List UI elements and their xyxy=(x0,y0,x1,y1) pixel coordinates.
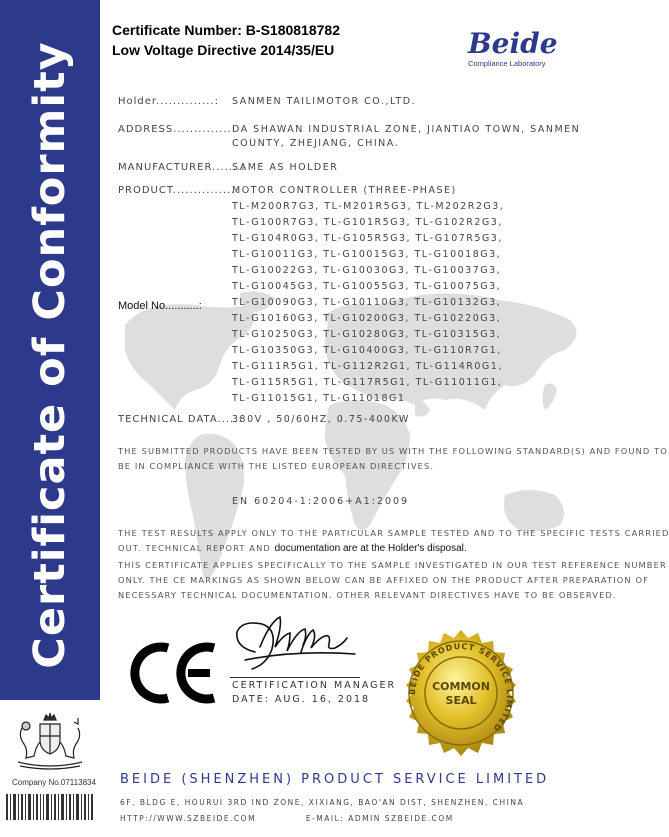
issuer-address: 6F, BLDG E, HOURUI 3RD IND ZONE, XIXIANG, BAO'AN DIST, SHENZHEN, CHINA xyxy=(120,798,525,807)
manufacturer-label: MANUFACTURER.......: xyxy=(118,162,246,173)
common-seal-icon xyxy=(394,628,528,762)
note-line: THIS CERTIFICATE APPLIES SPECIFICALLY TO THE SAMPLE INVESTIGATED IN OUR TEST REFERENCE NUMBER xyxy=(118,560,667,570)
seal-ring-text: BEIDE PRODUCT SERVICE LIMITED xyxy=(407,641,515,734)
certificate-date: DATE: AUG. 16, 2018 xyxy=(232,694,371,705)
ce-mark-icon xyxy=(130,642,218,704)
note-line-part: OUT. TECHNICAL REPORT AND xyxy=(118,543,275,553)
product-value: MOTOR CONTROLLER (THREE-PHASE) xyxy=(232,185,457,196)
certificate-number: Certificate Number: B-S180818782 xyxy=(112,22,340,38)
sidebar-band xyxy=(0,0,100,700)
note-line: ONLY. THE CE MARKINGS AS SHOWN BELOW CAN BE AFFIXED ON THE PRODUCT AFTER PREPARATION OF xyxy=(118,575,649,585)
model-line: TL-G10022G3, TL-G10030G3, TL-G10037G3, xyxy=(232,265,502,276)
logo-subtitle: Compliance Laboratory xyxy=(468,59,546,68)
product-label: PRODUCT...............: xyxy=(118,185,240,196)
model-line: TL-G100R7G3, TL-G101R5G3, TL-G102R2G3, xyxy=(232,217,503,228)
model-line: TL-G10250G3, TL-G10280G3, TL-G10315G3, xyxy=(232,329,502,340)
seal-center-line: COMMON xyxy=(432,680,490,693)
model-line: TL-G10090G3, TL-G10110G3, TL-G10132G3, xyxy=(232,297,502,308)
barcode-icon xyxy=(4,792,96,822)
note-line: THE TEST RESULTS APPLY ONLY TO THE PARTICULAR SAMPLE TESTED AND TO THE SPECIFIC TESTS CARRIED xyxy=(118,528,669,538)
seal-center-line: SEAL xyxy=(445,694,477,707)
standard-reference: EN 60204-1:2006+A1:2009 xyxy=(232,496,410,507)
website-link[interactable]: HTTP://WWW.SZBEIDE.COM xyxy=(120,814,257,823)
beide-logo xyxy=(468,27,586,68)
note-line-part: documentation are at the Holder's disposal. xyxy=(274,543,467,554)
signature-image xyxy=(225,612,365,682)
technical-label: TECHNICAL DATA.....: xyxy=(118,414,243,425)
issuer-contact xyxy=(120,814,454,823)
model-line: TL-G10160G3, TL-G10200G3, TL-G10220G3, xyxy=(232,313,502,324)
model-line: TL-G10045G3, TL-G10055G3, TL-G10075G3, xyxy=(232,281,502,292)
model-line: TL-M200R7G3, TL-M201R5G3, TL-M202R2G3, xyxy=(232,201,505,212)
model-line: TL-G11015G1, TL-G11018G1 xyxy=(232,393,406,404)
address-line: DA SHAWAN INDUSTRIAL ZONE, JIANTIAO TOWN, SANMEN xyxy=(232,124,581,135)
issuer-name: BEIDE (SHENZHEN) PRODUCT SERVICE LIMITED xyxy=(120,772,550,787)
directive-title: Low Voltage Directive 2014/35/EU xyxy=(112,42,335,58)
model-line: TL-G115R5G1, TL-G117R5G1, TL-G11011G1, xyxy=(232,377,503,388)
model-line: TL-G111R5G1, TL-G112R2G1, TL-G114R0G1, xyxy=(232,361,503,372)
model-line: TL-G10011G3, TL-G10015G3, TL-G10018G3, xyxy=(232,249,502,260)
certificate-title: Certificate of Conformity xyxy=(25,41,75,669)
logo-name: Beide xyxy=(468,27,558,60)
company-number: Company No.07113834 xyxy=(12,778,96,787)
model-label: Model No...........: xyxy=(118,300,202,312)
holder-label: Holder..............: xyxy=(118,96,219,107)
statement-line: THE SUBMITTED PRODUCTS HAVE BEEN TESTED BY US WITH THE FOLLOWING STANDARD(S) AND FOUND TO xyxy=(118,446,668,456)
model-line: TL-G104R0G3, TL-G105R5G3, TL-G107R5G3, xyxy=(232,233,503,244)
manufacturer-value: SAME AS HOLDER xyxy=(232,162,339,173)
signatory-title: CERTIFICATION MANAGER xyxy=(232,680,397,691)
technical-value: 380V , 50/60HZ, 0.75-400KW xyxy=(232,414,410,425)
email-link[interactable]: E-MAIL: ADMIN SZBEIDE.COM xyxy=(305,814,454,823)
model-line: TL-G10350G3, TL-G10400G3, TL-G110R7G1, xyxy=(232,345,502,356)
statement-line: BE IN COMPLIANCE WITH THE LISTED EUROPEAN DIRECTIVES. xyxy=(118,461,435,471)
note-line xyxy=(118,543,467,554)
signature-line xyxy=(230,677,360,678)
note-line: NECESSARY TECHNICAL DOCUMENTATION. OTHER RELEVANT DIRECTIVES HAVE TO BE OBSERVED. xyxy=(118,590,617,600)
address-line: COUNTY, ZHEJIANG, CHINA. xyxy=(232,138,400,149)
holder-value: SANMEN TAILIMOTOR CO.,LTD. xyxy=(232,96,417,107)
address-label: ADDRESS..............: xyxy=(118,124,237,135)
coat-of-arms-icon xyxy=(8,706,92,776)
